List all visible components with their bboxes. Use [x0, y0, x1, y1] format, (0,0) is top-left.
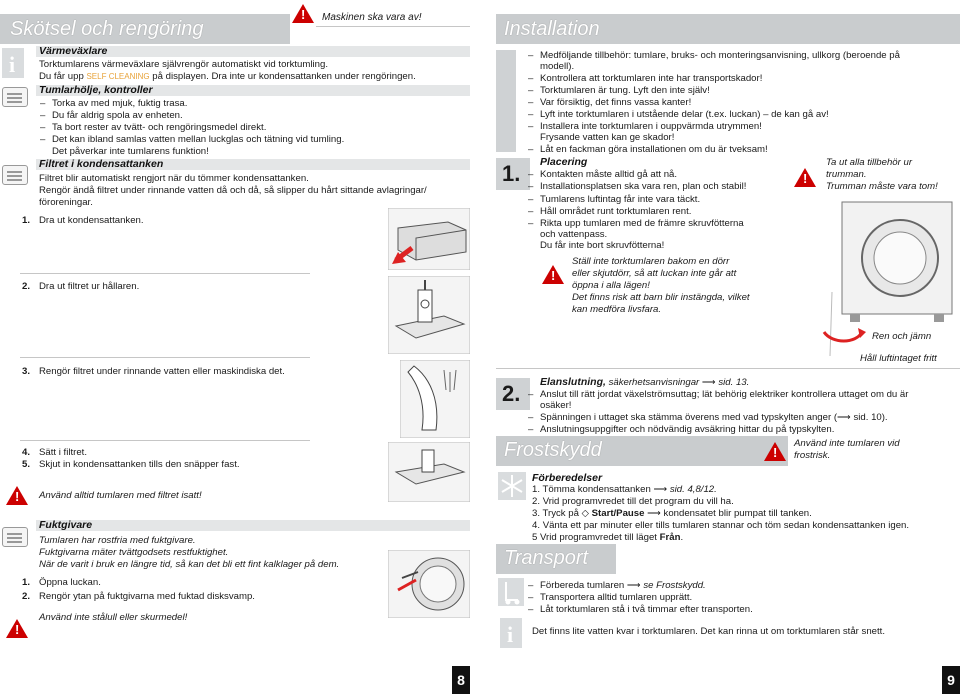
placement-item-5b: och vattenpass. [540, 229, 608, 240]
step-1-number: 1. [22, 215, 31, 226]
step-2-text: Dra ut filtret ur hållaren. [39, 281, 140, 292]
transport-item-1: – Förbereda tumlaren ⟶ se Frostskydd. [540, 580, 706, 592]
info-water-note: Det finns lite vatten kvar i torktumlaren. Det kan rinna ut om torktumlaren står snett. [532, 626, 885, 637]
moisture-step-2-text: Rengör ytan på fuktgivarna med fuktad disksvamp. [39, 591, 255, 602]
warn-filter: Använd alltid tumlaren med filtret isatt! [39, 490, 202, 501]
heat-exchanger-line1: Torktumlarens värmeväxlare självrengör automatiskt vid torktumling. [39, 59, 328, 70]
step-1-text: Dra ut kondensattanken. [39, 215, 144, 226]
placement-number: 1. [502, 161, 521, 186]
placement-item-2: – Installationsplatsen ska vara ren, plan och stabil! [540, 181, 746, 193]
page-number-left: 8 [452, 666, 470, 694]
warn-door-3: öppna i alla lägen! [572, 280, 650, 291]
electrical-item-1b: osäker! [540, 400, 572, 411]
electrical-heading-line: Elanslutning, säkerhetsanvisningar ⟶ sid. 13. [540, 376, 750, 388]
electrical-item-3: – Anslutningsuppgifter och nödvändig avsäkring hittar du på typskylten. [540, 424, 834, 436]
step-rule [20, 357, 310, 358]
warn-accessories-1: Ta ut alla tillbehör ur [826, 157, 913, 168]
info-icon: i [500, 618, 522, 648]
warning-icon: ! [764, 442, 786, 461]
warning-icon: ! [794, 168, 816, 187]
illustration-moisture-sensor [388, 550, 470, 618]
section-rule [496, 368, 960, 369]
warning-icon: ! [542, 265, 564, 284]
placement-item-3: – Tumlarens luftintag får inte vara täckt. [540, 194, 700, 206]
install-item-6: – Installera inte torktumlaren i ouppvärmda utrymmen! [540, 121, 762, 133]
caption-level: Ren och jämn [872, 331, 932, 342]
filter-line2: Rengör ändå filtret under rinnande vatten då och då, så slipper du hårt sittande avlagringar/ [39, 185, 427, 196]
placement-item-4: – Håll området runt torktumlaren rent. [540, 206, 691, 218]
transport-title: Transport [504, 547, 589, 569]
transport-item-2: – Transportera alltid tumlaren upprätt. [540, 592, 692, 604]
start-pause-icon: ◇ [581, 508, 592, 519]
step-3-number: 3. [22, 366, 31, 377]
step-5-text: Skjut in kondensattanken tills den snäpper fast. [39, 459, 240, 470]
heading-placement: Placering [540, 156, 588, 168]
heading-casing-controls: Tumlarhölje, kontroller [39, 84, 153, 96]
casing-item-1: – Torka av med mjuk, fuktig trasa. [52, 98, 187, 110]
illustration-rinse-filter [400, 360, 470, 438]
right-page-title: Installation [504, 18, 600, 40]
install-item-6b: Frysande vatten kan ge skador! [540, 132, 675, 143]
hand-icon [2, 527, 28, 547]
install-item-5: – Lyft inte torktumlaren i utstående delar (t.ex. luckan) – de kan gå av! [540, 109, 829, 121]
arrow-ref-icon: ⟶ [837, 412, 854, 423]
filter-line1: Filtret blir automatiskt rengjort när du tömmer kondensattanken. [39, 173, 309, 184]
left-top-rule [316, 26, 470, 27]
snowflake-icon [498, 472, 526, 500]
warn-frost-2: frostrisk. [794, 450, 831, 461]
placement-item-1: – Kontakten måste alltid gå att nå. [540, 169, 677, 181]
install-item-3: – Torktumlaren är tung. Lyft den inte själv! [540, 85, 710, 97]
install-list-band [496, 50, 516, 152]
frost-item-4: 4. Vänta ett par minuter eller tills tumlaren stannar och töm sedan kondensattanken igen. [532, 520, 910, 531]
warn-steel-wool: Använd inte stålull eller skurmedel! [39, 612, 188, 623]
illustration-pull-tank [388, 208, 470, 270]
casing-item-4: – Det kan ibland samlas vatten mellan luckglas och tätning vid tumling. [52, 134, 344, 146]
step-5-number: 5. [22, 459, 31, 470]
moisture-line3: När de varit i bruk en längre tid, så kan det bli ett fint kalklager på dem. [39, 559, 340, 570]
electrical-item-2: – Spänningen i uttaget ska stämma överens med vad typskylten anger (⟶ sid. 10). [540, 412, 888, 424]
install-item-4: – Var försiktig, det finns vassa kanter! [540, 97, 691, 109]
warning-icon: ! [6, 486, 28, 505]
install-item-2: – Kontrollera att torktumlaren inte har transportskador! [540, 73, 762, 85]
self-cleaning-display-text: SELF CLEANING [86, 72, 150, 81]
warning-icon: ! [6, 619, 28, 638]
install-item-1: – Medföljande tillbehör: tumlare, bruks- och monteringsanvisning, ullkorg (beroende på [540, 50, 900, 62]
illustration-remove-filter [388, 276, 470, 354]
warn-accessories-2: trumman. [826, 169, 867, 180]
warn-door-4: Det finns risk att barn blir instängda, vilket [572, 292, 750, 303]
step-4-text: Sätt i filtret. [39, 447, 87, 458]
step-2-number: 2. [22, 281, 31, 292]
left-page-title: Skötsel och rengöring [10, 18, 204, 40]
illustration-insert-filter [388, 442, 470, 502]
step-rule [20, 273, 310, 274]
moisture-step-2-number: 2. [22, 591, 31, 602]
frost-item-3: 3. Tryck på ◇ Start/Pause ⟶ kondensatet blir pumpat till tanken. [532, 508, 812, 519]
warn-door-5: kan medföra livsfara. [572, 304, 662, 315]
info-icon: i [2, 48, 24, 78]
casing-item-3: – Ta bort rester av tvätt- och rengöringsmedel direkt. [52, 122, 266, 134]
header-band-moisture [36, 520, 470, 531]
warn-machine-off: Maskinen ska vara av! [322, 12, 422, 23]
placement-item-6: Du får inte bort skruvfötterna! [540, 240, 665, 251]
heading-heat-exchanger: Värmeväxlare [39, 45, 108, 57]
moisture-line1: Tumlaren har rostfria med fuktgivare. [39, 535, 196, 546]
frost-item-1: 1. Tömma kondensattanken ⟶ sid. 4,8/12. [532, 484, 717, 495]
placement-item-5: – Rikta upp tumlaren med de främre skruvfötterna [540, 218, 744, 230]
heading-moisture-sensor: Fuktgivare [39, 519, 93, 531]
frost-item-2: 2. Vrid programvredet till det program du vill ha. [532, 496, 734, 507]
moisture-step-1-text: Öppna luckan. [39, 577, 101, 588]
install-item-1b: modell). [540, 61, 575, 72]
casing-item-2: – Du får aldrig spola av enheten. [52, 110, 183, 122]
moisture-line2: Fuktgivarna mäter tvättgodsets restfuktighet. [39, 547, 229, 558]
arrow-ref-icon: ⟶ [626, 580, 644, 591]
warn-door-1: Ställ inte torktumlaren bakom en dörr [572, 256, 730, 267]
electrical-item-1: – Anslut till rätt jordat växelströmsuttag; lät behörig elektriker kontrollera uttaget om du är [540, 389, 908, 401]
heading-filter: Filtret i kondensattanken [39, 158, 164, 170]
transport-item-3: – Låt torktumlaren stå i två timmar efter transporten. [540, 604, 753, 616]
step-4-number: 4. [22, 447, 31, 458]
install-item-7: – Låt en fackman göra installationen om du är tveksam! [540, 144, 768, 156]
arrow-ref-icon: ⟶ [653, 484, 670, 495]
frost-item-5: 5 Vrid programvredet till läget Från. [532, 532, 684, 543]
electrical-number: 2. [502, 381, 521, 406]
warn-frost-1: Använd inte tumlaren vid [794, 438, 900, 449]
heading-preparations: Förberedelser [532, 472, 603, 484]
page-number-right: 9 [942, 666, 960, 694]
arrow-ref-icon: ⟶ [647, 508, 664, 519]
frost-title: Frostskydd [504, 439, 602, 461]
hand-icon [2, 87, 28, 107]
casing-item-5: Det påverkar inte tumlarens funktion! [52, 146, 209, 157]
heading-electrical: Elanslutning, [540, 376, 606, 388]
arrow-ref-icon: ⟶ [701, 377, 719, 388]
heat-exchanger-line2: Du får upp SELF CLEANING på displayen. Dra inte ur kondensattanken under rengöringen. [39, 71, 416, 82]
warn-door-2: eller skjutdörr, så att luckan inte går att [572, 268, 737, 279]
caption-air-intake: Håll luftintaget fritt [860, 353, 937, 364]
step-rule [20, 440, 310, 441]
warn-accessories-3: Trumman måste vara tom! [826, 181, 938, 192]
step-3-text: Rengör filtret under rinnande vatten eller maskindiska det. [39, 366, 285, 377]
filter-line3: föroreningar. [39, 197, 93, 208]
hand-icon [2, 165, 28, 185]
trolley-icon [498, 578, 524, 606]
moisture-step-1-number: 1. [22, 577, 31, 588]
warning-icon: ! [292, 4, 314, 23]
